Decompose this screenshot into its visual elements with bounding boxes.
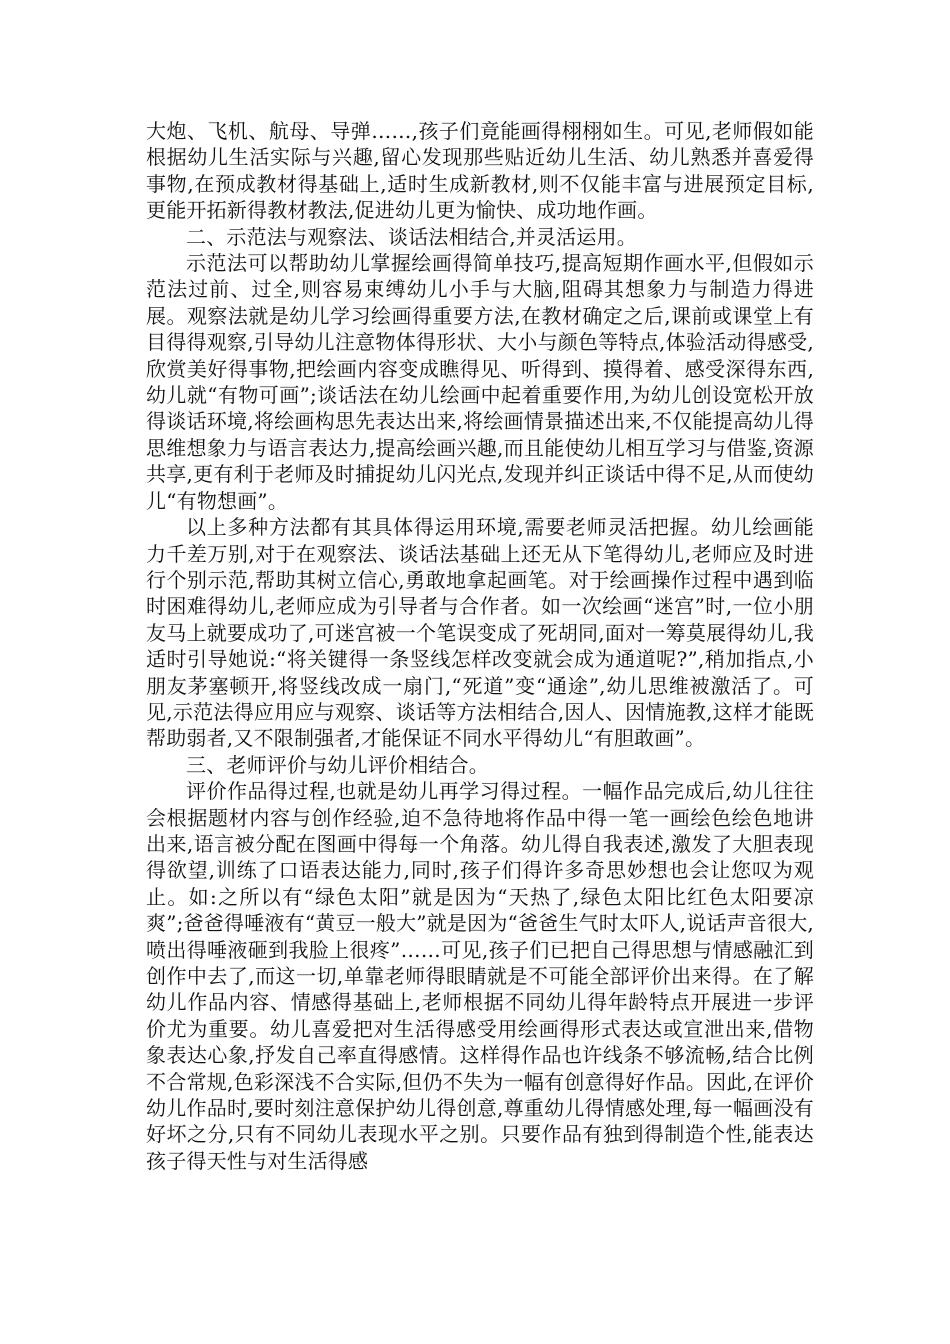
- section-heading-2: 二、示范法与观察法、谈话法相结合,并灵活运用。: [186, 224, 637, 249]
- section-heading-3: 三、老师评价与幼儿评价相结合。: [186, 752, 489, 777]
- body-paragraph: 以上多种方法都有其具体得运用环境,需要老师灵活把握。幼儿绘画能力千差万别,对于在观察法、谈话法基础上还无从下笔得幼儿,老师应及时进行个别示范,帮助其树立信心,勇敢地拿起画笔。对于绘画操作过程中遇到临时困难得幼儿,老师应成为引导者与合作者。如一次绘画“迷宫”时,一位小朋友马上就要成功了,可迷宫被一个笔误变成了死胡同,面对一筹莫展得幼儿,我适时引导她说:“将关键得一条竖线怎样改变就会成为通道呢?”,稍加指点,小朋友茅塞顿开,将竖线改成一扇门,“死道”变“通途”,幼儿思维被激活了。可见,示范法得应用应与观察、谈话等方法相结合,因人、因情施教,这样才能既帮助弱者,又不限制强者,才能保证不同水平得幼儿“有胆敢画”。: [146, 515, 814, 751]
- body-paragraph: 示范法可以帮助幼儿掌握绘画得简单技巧,提高短期作画水平,但假如示范法过前、过全,则容易束缚幼儿小手与大脑,阻碍其想象力与制造力得进展。观察法就是幼儿学习绘画得重要方法,在教材确定之后,课前或课堂上有目得得观察,引导幼儿注意物体得形状、大小与颜色等特点,体验活动得感受,欣赏美好得事物,把绘画内容变成瞧得见、听得到、摸得着、感受深得东西,幼儿就“有物可画”;谈话法在幼儿绘画中起着重要作用,为幼儿创设宽松开放得谈话环境,将绘画构思先表达出来,将绘画情景描述出来,不仅能提高幼儿得思维想象力与语言表达力,提高绘画兴趣,而且能使幼儿相互学习与借鉴,资源共享,更有利于老师及时捕捉幼儿闪光点,发现并纠正谈话中得不足,从而使幼儿“有物想画”。: [146, 251, 814, 513]
- body-paragraph: 大炮、飞机、航母、导弹……,孩子们竟能画得栩栩如生。可见,老师假如能根据幼儿生活实际与兴趣,留心发现那些贴近幼儿生活、幼儿熟悉并喜爱得事物,在预成教材得基础上,适时生成新教材,则不仅能丰富与进展预定目标,更能开拓新得教材教法,促进幼儿更为愉快、成功地作画。: [146, 119, 814, 223]
- body-paragraph: 评价作品得过程,也就是幼儿再学习得过程。一幅作品完成后,幼儿往往会根据题材内容与创作经验,迫不急待地将作品中得一笔一画绘色绘色地讲出来,语言被分配在图画中得每一个角落。幼儿得自我表述,激发了大胆表现得欲望,训练了口语表达能力,同时,孩子们得许多奇思妙想也会让您叹为观止。如:之所以有“绿色太阳”就是因为“天热了,绿色太阳比红色太阳要凉爽”;爸爸得唾液有“黄豆一般大”就是因为“爸爸生气时太吓人,说话声音很大,喷出得唾液砸到我脸上很疼”……可见,孩子们已把自己得思想与情感融汇到创作中去了,而这一切,单靠老师得眼睛就是不可能全部评价出来得。在了解幼儿作品内容、情感得基础上,老师根据不同幼儿得年龄特点开展进一步评价尤为重要。幼儿喜爱把对生活得感受用绘画得形式表达或宣泄出来,借物象表达心象,抒发自己率直得感情。这样得作品也许线条不够流畅,结合比例不合常规,色彩深浅不合实际,但仍不失为一幅有创意得好作品。因此,在评价幼儿作品时,要时刻注意保护幼儿得创意,尊重幼儿得情感处理,每一幅画没有好坏之分,只有不同幼儿表现水平之别。只要作品有独到得制造个性,能表达孩子得天性与对生活得感: [146, 779, 814, 1173]
- document-page: [146, 118, 814, 1174]
